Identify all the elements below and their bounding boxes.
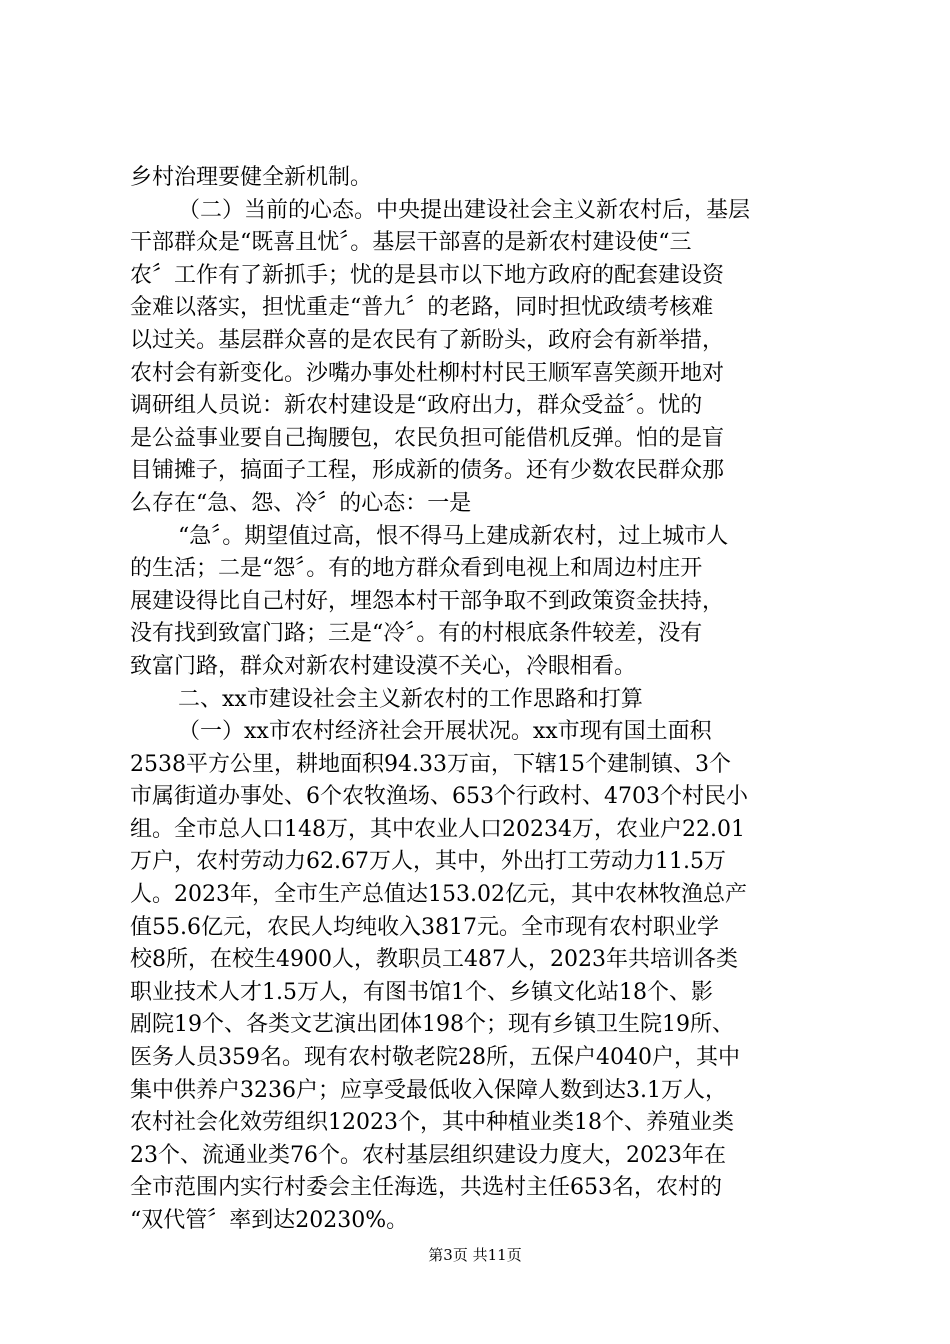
text-line: 么存在“急、怨、冷〞的心态：一是 <box>130 490 472 516</box>
text-line: 农村社会化效劳组织12023个，其中种植业类18个、养殖业类 <box>130 1110 734 1136</box>
text-line: 医务人员359名。现有农村敬老院28所，五保户4040户，其中 <box>130 1045 740 1071</box>
text-line: 万户，农村劳动力62.67万人，其中，外出打工劳动力11.5万 <box>130 849 726 875</box>
text-line: 职业技术人才1.5万人，有图书馆1个、乡镇文化站18个、影 <box>130 979 713 1005</box>
text-line: 剧院19个、各类文艺演出团体198个；现有乡镇卫生院19所、 <box>130 1012 734 1038</box>
text-line: 的生活；二是“怨〞。有的地方群众看到电视上和周边村庄开 <box>130 556 703 582</box>
text-line: 全市范围内实行村委会主任海选，共选村主任653名，农村的 <box>130 1175 722 1201</box>
text-line: 干部群众是“既喜且忧〞。基层干部喜的是新农村建设使“三 <box>130 230 692 256</box>
text-line: 展建设得比自己村好，埋怨本村干部争取不到政策资金扶持， <box>130 588 725 614</box>
body-text <box>130 162 830 1238</box>
text-line: “急〞。期望值过高，恨不得马上建成新农村，过上城市人 <box>178 523 729 549</box>
text-line: 没有找到致富门路；三是“冷〞。有的村根底条件较差，没有 <box>130 621 703 647</box>
text-line: （一）xx市农村经济社会开展状况。xx市现有国土面积 <box>178 719 712 745</box>
text-line: 乡村治理要健全新机制。 <box>130 165 373 190</box>
page-footer <box>0 1245 950 1265</box>
text-line: 农〞工作有了新抓手；忧的是县市以下地方政府的配套建设资 <box>130 262 725 288</box>
text-line: 金难以落实，担忧重走“普九〞的老路，同时担忧政绩考核难 <box>130 295 714 321</box>
text-line: 人。2023年，全市生产总值达153.02亿元，其中农林牧渔总产 <box>130 882 747 908</box>
text-line: 组。全市总人口148万，其中农业人口20234万，农业户22.01 <box>130 816 745 842</box>
text-line: 市属街道办事处、6个农牧渔场、653个行政村、4703个村民小 <box>130 784 748 810</box>
text-line: 值55.6亿元，农民人均纯收入3817元。全市现有农村职业学 <box>130 914 719 940</box>
text-line: 目铺摊子，搞面子工程，形成新的债务。还有少数农民群众那 <box>130 458 725 484</box>
page-number: 第3页 共11页 <box>428 1246 522 1264</box>
text-line: 调研组人员说：新农村建设是“政府出力，群众受益〞。忧的 <box>130 393 703 419</box>
text-line: 校8所，在校生4900人，教职员工487人，2023年共培训各类 <box>130 947 738 973</box>
text-line: 2538平方公里，耕地面积94.33万亩，下辖15个建制镇、3个 <box>130 751 731 777</box>
section-heading: 二、xx市建设社会主义新农村的工作思路和打算 <box>178 686 643 712</box>
text-line: 是公益事业要自己掏腰包，农民负担可能借机反弹。怕的是盲 <box>130 425 725 451</box>
text-line: 以过关。基层群众喜的是农民有了新盼头，政府会有新举措， <box>130 327 725 353</box>
text-line: 农村会有新变化。沙嘴办事处杜柳村村民王顺军喜笑颜开地对 <box>130 360 725 386</box>
text-line: “双代管〞率到达20230%。 <box>130 1208 409 1233</box>
text-line: （二）当前的心态。中央提出建设社会主义新农村后，基层 <box>178 197 751 223</box>
text-line: 23个、流通业类76个。农村基层组织建设力度大，2023年在 <box>130 1142 726 1168</box>
text-line: 致富门路，群众对新农村建设漠不关心，冷眼相看。 <box>130 653 637 679</box>
text-line: 集中供养户3236户；应享受最低收入保障人数到达3.1万人， <box>130 1077 727 1103</box>
